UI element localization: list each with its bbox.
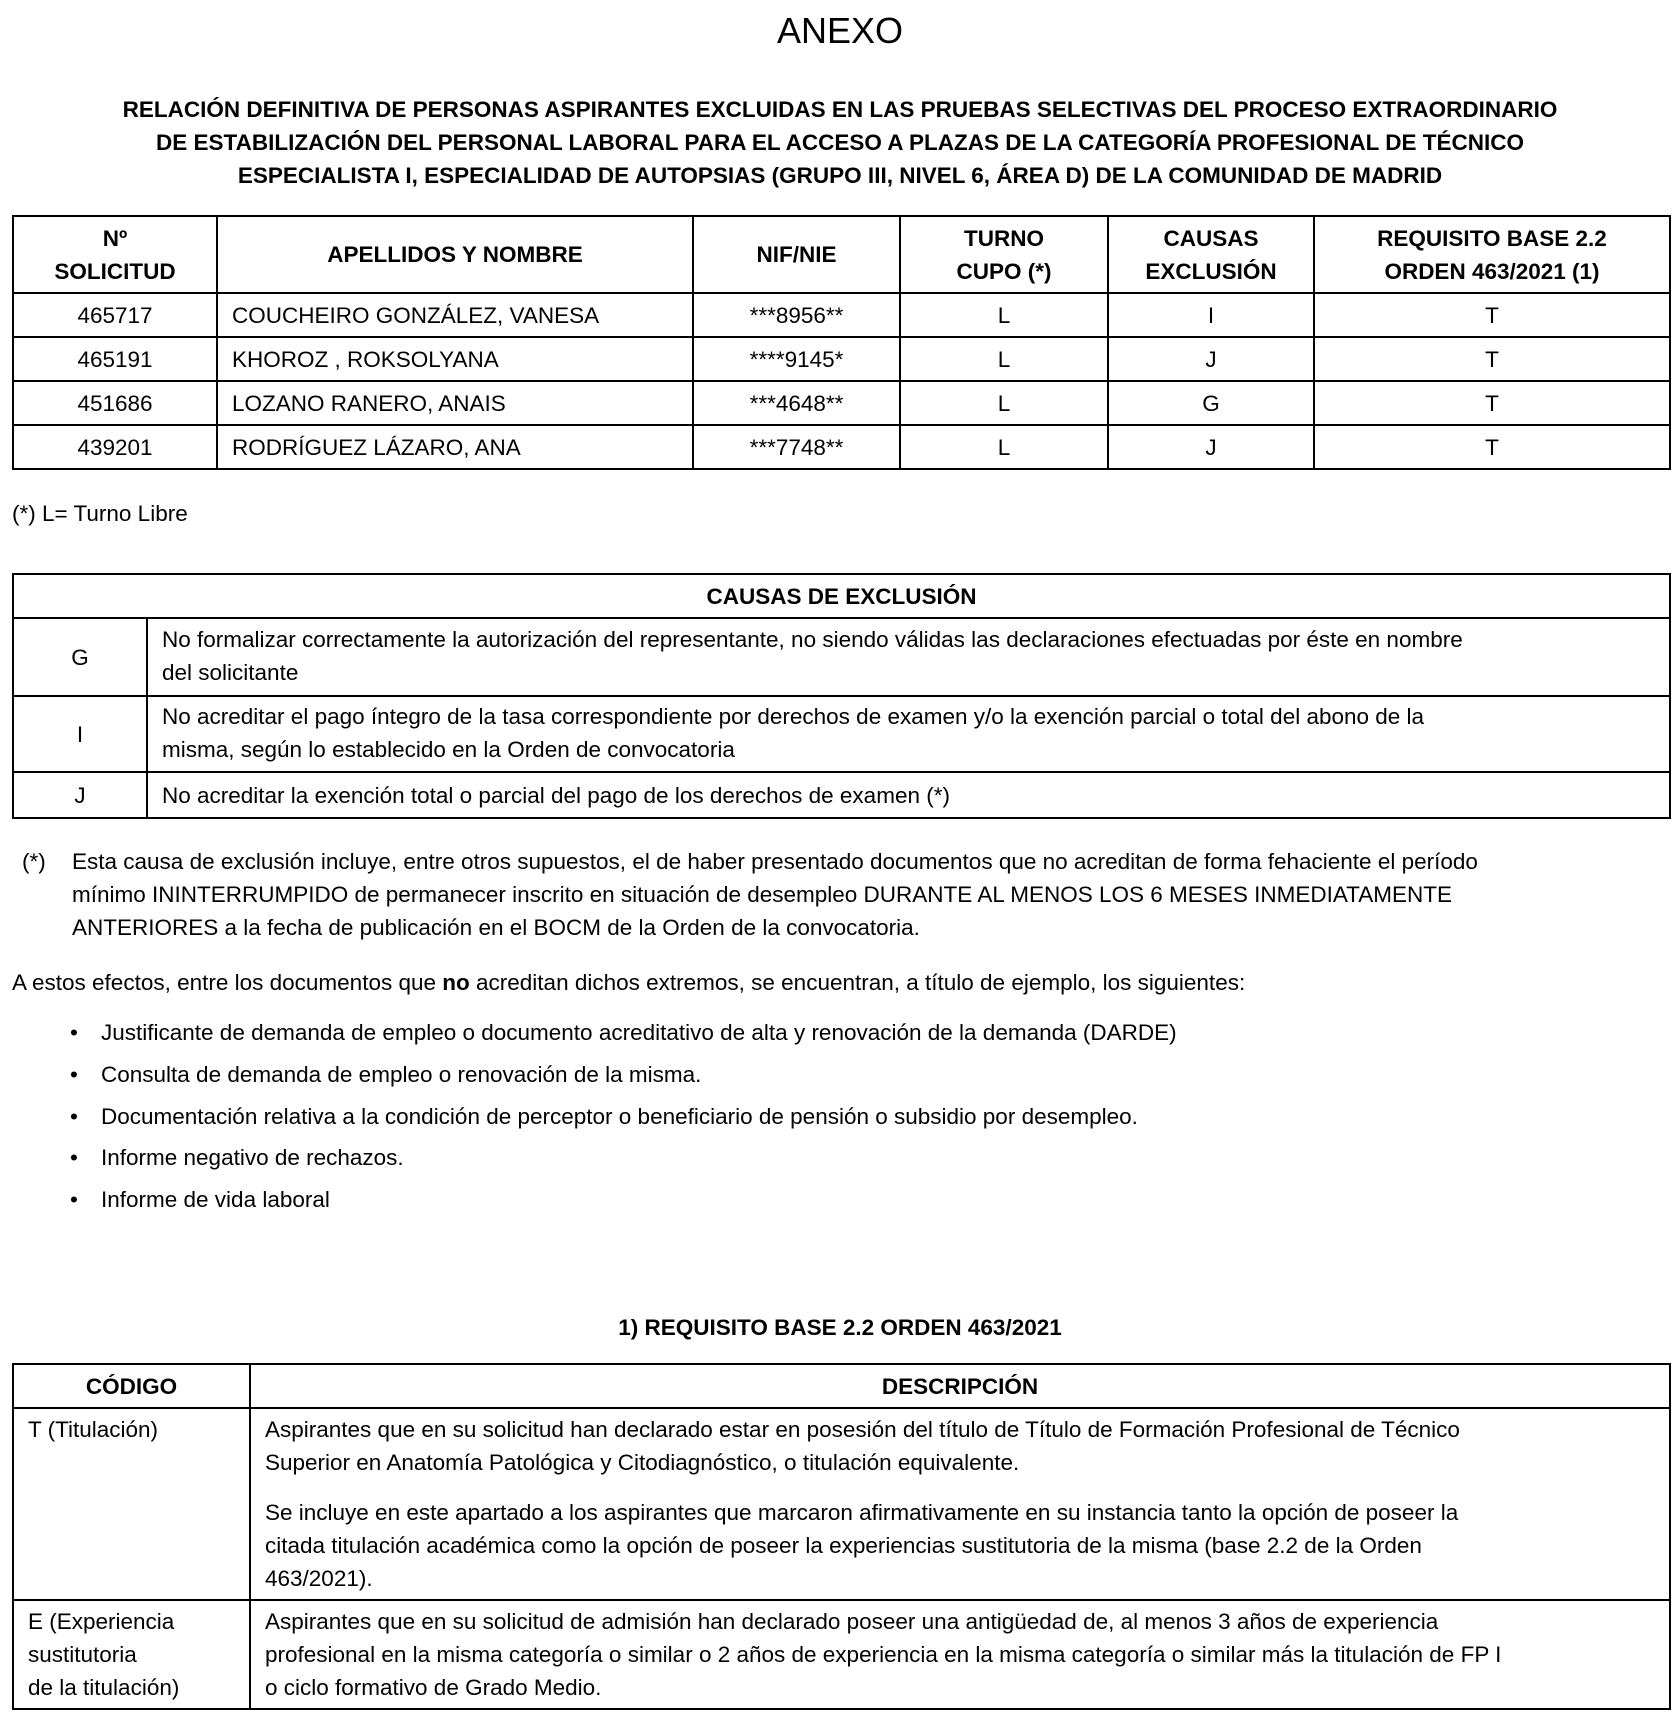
table-row bbox=[13, 293, 1670, 337]
intro-paragraph: A estos efectos, entre los documentos que no acreditan dichos extremos, se encuentran, a título de ejemplo, los siguientes: bbox=[12, 970, 1246, 995]
table-header-row bbox=[13, 216, 1670, 293]
list-item: • Justificante de demanda de empleo o documento acreditativo de alta y renovación de la demanda (DARDE) bbox=[70, 1016, 1177, 1058]
bullet-icon: • bbox=[70, 1103, 78, 1129]
cell-nif: ****9145* bbox=[693, 337, 900, 381]
document-title bbox=[20, 93, 1660, 192]
table-row bbox=[13, 1408, 1670, 1600]
requirement-codes-table bbox=[12, 1363, 1671, 1710]
cell-solicitud: 465717 bbox=[13, 293, 217, 337]
footnote-text bbox=[72, 845, 1667, 944]
description-paragraph: Se incluye en este apartado a los aspirantes que marcaron afirmativamente en su instancia tanto la opción de poseer la citada titulación académica como la opción de poseer la experiencias sustitutoria de la misma (base 2.2 de la Orden 463/2021). bbox=[265, 1500, 1459, 1591]
description-paragraph: Aspirantes que en su solicitud han declarado estar en posesión del título de Título de Formación Profesional de Técnico Superior en Anatomía Patológica y Citodiagnóstico, o titulación equivalente. bbox=[265, 1417, 1460, 1475]
requirement-section-title: 1) REQUISITO BASE 2.2 ORDEN 463/2021 bbox=[618, 1315, 1062, 1340]
cause-description: No acreditar la exención total o parcial del pago de los derechos de examen (*) bbox=[147, 772, 1670, 818]
cell-requisito: T bbox=[1314, 425, 1670, 469]
turno-note: (*) L= Turno Libre bbox=[12, 501, 188, 526]
table-row bbox=[13, 618, 1670, 696]
cell-solicitud: 439201 bbox=[13, 425, 217, 469]
cell-turno: L bbox=[900, 293, 1108, 337]
footnote-line: ANTERIORES a la fecha de publicación en el BOCM de la Orden de la convocatoria. bbox=[72, 915, 920, 940]
cell-turno: L bbox=[900, 381, 1108, 425]
emphasis-no: no bbox=[442, 970, 470, 995]
causes-table-title: CAUSAS DE EXCLUSIÓN bbox=[13, 574, 1670, 618]
column-header-solicitud: Nº SOLICITUD bbox=[13, 216, 217, 293]
list-item: • Informe de vida laboral bbox=[70, 1183, 1177, 1225]
cell-nombre: KHOROZ , ROKSOLYANA bbox=[217, 337, 693, 381]
excluded-applicants-table bbox=[12, 215, 1671, 470]
list-item: • Informe negativo de rechazos. bbox=[70, 1141, 1177, 1183]
cell-requisito: T bbox=[1314, 381, 1670, 425]
table-row bbox=[13, 772, 1670, 818]
cell-solicitud: 465191 bbox=[13, 337, 217, 381]
table-row bbox=[13, 1600, 1670, 1709]
cell-nombre: COUCHEIRO GONZÁLEZ, VANESA bbox=[217, 293, 693, 337]
cell-nif: ***7748** bbox=[693, 425, 900, 469]
cell-nif: ***8956** bbox=[693, 293, 900, 337]
title-line: RELACIÓN DEFINITIVA DE PERSONAS ASPIRANTES EXCLUIDAS EN LAS PRUEBAS SELECTIVAS DEL PROCESO EXTRAORDINARIO bbox=[122, 97, 1558, 122]
cell-turno: L bbox=[900, 337, 1108, 381]
table-row bbox=[13, 696, 1670, 772]
cell-nombre: LOZANO RANERO, ANAIS bbox=[217, 381, 693, 425]
description-paragraph: Aspirantes que en su solicitud de admisión han declarado poseer una antigüedad de, al menos 3 años de experiencia profesional en la misma categoría o similar o 2 años de experiencia en la misma categoría o similar más la titulación de FP I o ciclo formativo de Grado Medio. bbox=[265, 1609, 1502, 1700]
cause-description: No acreditar el pago íntegro de la tasa correspondiente por derechos de examen y/o la exención parcial o total del abono de la misma, según lo establecido en la Orden de convocatoria bbox=[147, 696, 1670, 772]
column-header-causas: CAUSAS EXCLUSIÓN bbox=[1108, 216, 1314, 293]
bullet-icon: • bbox=[70, 1145, 78, 1171]
exclusion-causes-table bbox=[12, 573, 1671, 819]
cell-causa: G bbox=[1108, 381, 1314, 425]
requirement-description bbox=[250, 1600, 1670, 1709]
column-header-descripcion: DESCRIPCIÓN bbox=[250, 1364, 1670, 1408]
table-row bbox=[13, 425, 1670, 469]
footnote-line: mínimo ININTERRUMPIDO de permanecer inscrito en situación de desempleo DURANTE AL MENOS LOS 6 MESES INMEDIATAMENTE bbox=[72, 882, 1452, 907]
cell-causa: I bbox=[1108, 293, 1314, 337]
column-header-nombre: APELLIDOS Y NOMBRE bbox=[217, 216, 693, 293]
cause-description: No formalizar correctamente la autorización del representante, no siendo válidas las declaraciones efectuadas por éste en nombre del solicitante bbox=[147, 618, 1670, 696]
cell-requisito: T bbox=[1314, 337, 1670, 381]
column-header-requisito: REQUISITO BASE 2.2 ORDEN 463/2021 (1) bbox=[1314, 216, 1670, 293]
table-row bbox=[13, 337, 1670, 381]
requirement-code: T (Titulación) bbox=[13, 1408, 250, 1600]
bullet-icon: • bbox=[70, 1020, 78, 1045]
cause-code: J bbox=[13, 772, 147, 818]
cell-requisito: T bbox=[1314, 293, 1670, 337]
cell-turno: L bbox=[900, 425, 1108, 469]
bullet-icon: • bbox=[70, 1061, 78, 1087]
column-header-codigo: CÓDIGO bbox=[13, 1364, 250, 1408]
cell-solicitud: 451686 bbox=[13, 381, 217, 425]
title-line: DE ESTABILIZACIÓN DEL PERSONAL LABORAL PARA EL ACCESO A PLAZAS DE LA CATEGORÍA PROFESIONAL DE TÉCNICO bbox=[156, 130, 1524, 155]
title-line: ESPECIALISTA I, ESPECIALIDAD DE AUTOPSIAS (GRUPO III, NIVEL 6, ÁREA D) DE LA COMUNIDAD DE MADRID bbox=[237, 163, 1443, 188]
list-item: • Documentación relativa a la condición de perceptor o beneficiario de pensión o subsidio por desempleo. bbox=[70, 1100, 1177, 1142]
footnote-mark: (*) bbox=[22, 849, 46, 874]
cell-causa: J bbox=[1108, 425, 1314, 469]
footnote-line: Esta causa de exclusión incluye, entre otros supuestos, el de haber presentado documentos que no acreditan de forma fehaciente el período bbox=[72, 849, 1478, 874]
cell-nif: ***4648** bbox=[693, 381, 900, 425]
annex-heading: ANEXO bbox=[776, 10, 904, 51]
cause-code: G bbox=[13, 618, 147, 696]
bullet-icon: • bbox=[70, 1187, 78, 1213]
requirement-description bbox=[250, 1408, 1670, 1600]
list-item: • Consulta de demanda de empleo o renovación de la misma. bbox=[70, 1058, 1177, 1100]
table-header-row bbox=[13, 1364, 1670, 1408]
requirement-code: E (Experiencia sustitutoria de la titulación) bbox=[13, 1600, 250, 1709]
cell-causa: J bbox=[1108, 337, 1314, 381]
table-row bbox=[13, 381, 1670, 425]
cell-nombre: RODRÍGUEZ LÁZARO, ANA bbox=[217, 425, 693, 469]
cause-code: I bbox=[13, 696, 147, 772]
column-header-nif: NIF/NIE bbox=[693, 216, 900, 293]
table-header-row bbox=[13, 574, 1670, 618]
document-examples-list bbox=[70, 1016, 1177, 1225]
column-header-turno: TURNO CUPO (*) bbox=[900, 216, 1108, 293]
